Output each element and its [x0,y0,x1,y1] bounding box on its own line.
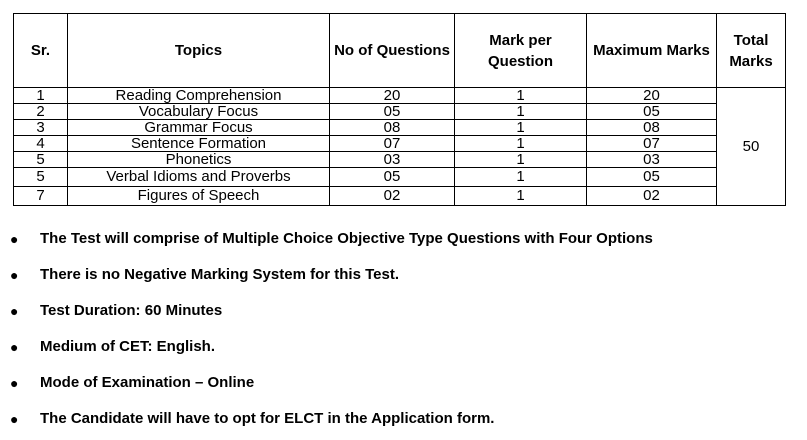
cell-max: 03 [587,152,717,168]
cell-topic: Reading Comprehension [68,88,330,104]
header-sr: Sr. [14,14,68,88]
cell-sr: 4 [14,136,68,152]
cell-mark: 1 [455,104,587,120]
syllabus-table [13,13,786,206]
cell-sr: 7 [14,187,68,206]
cell-mark: 1 [455,152,587,168]
cell-max: 05 [587,104,717,120]
note-text: Mode of Examination – Online [40,374,255,391]
cell-questions: 08 [330,120,455,136]
cell-max: 02 [587,187,717,206]
list-item [0,224,807,260]
cell-sr: 2 [14,104,68,120]
cell-max: 08 [587,120,717,136]
header-maximum-marks: Maximum Marks [587,14,717,88]
cell-mark: 1 [455,88,587,104]
bullet-icon: ● [10,375,19,391]
list-item [0,260,807,296]
header-no-of-questions: No of Questions [330,14,455,88]
note-text: The Candidate will have to opt for ELCT in the Application form. [40,410,495,427]
header-mark-per-question: Mark per Question [455,14,587,88]
note-text: Test Duration: 60 Minutes [40,302,223,319]
table-row [14,104,786,120]
bullet-icon: ● [10,303,19,319]
cell-topic: Grammar Focus [68,120,330,136]
cell-total-marks: 50 [717,88,786,206]
list-item [0,332,807,368]
cell-topic: Vocabulary Focus [68,104,330,120]
cell-mark: 1 [455,187,587,206]
list-item [0,368,807,404]
header-topics: Topics [68,14,330,88]
table-row [14,152,786,168]
cell-topic: Phonetics [68,152,330,168]
cell-mark: 1 [455,168,587,187]
cell-questions: 03 [330,152,455,168]
note-text: Medium of CET: English. [40,338,215,355]
bullet-icon: ● [10,339,19,355]
cell-max: 05 [587,168,717,187]
bullet-icon: ● [10,231,19,247]
table-row [14,88,786,104]
cell-max: 07 [587,136,717,152]
note-text: There is no Negative Marking System for this Test. [40,266,399,283]
cell-max: 20 [587,88,717,104]
header-total-marks: Total Marks [717,14,786,88]
cell-questions: 20 [330,88,455,104]
bullet-icon: ● [10,411,19,427]
cell-mark: 1 [455,120,587,136]
table-header-row [14,14,786,88]
note-text: The Test will comprise of Multiple Choice Objective Type Questions with Four Options [40,230,653,247]
cell-sr: 3 [14,120,68,136]
table-row [14,187,786,206]
cell-sr: 1 [14,88,68,104]
bullet-icon: ● [10,267,19,283]
table-row [14,120,786,136]
cell-sr: 5 [14,168,68,187]
exam-notes-list [0,224,807,440]
cell-questions: 07 [330,136,455,152]
table-row [14,136,786,152]
cell-questions: 05 [330,168,455,187]
cell-mark: 1 [455,136,587,152]
list-item [0,296,807,332]
cell-topic: Verbal Idioms and Proverbs [68,168,330,187]
cell-questions: 05 [330,104,455,120]
list-item [0,404,807,440]
cell-topic: Figures of Speech [68,187,330,206]
cell-topic: Sentence Formation [68,136,330,152]
table-row [14,168,786,187]
cell-sr: 5 [14,152,68,168]
cell-questions: 02 [330,187,455,206]
